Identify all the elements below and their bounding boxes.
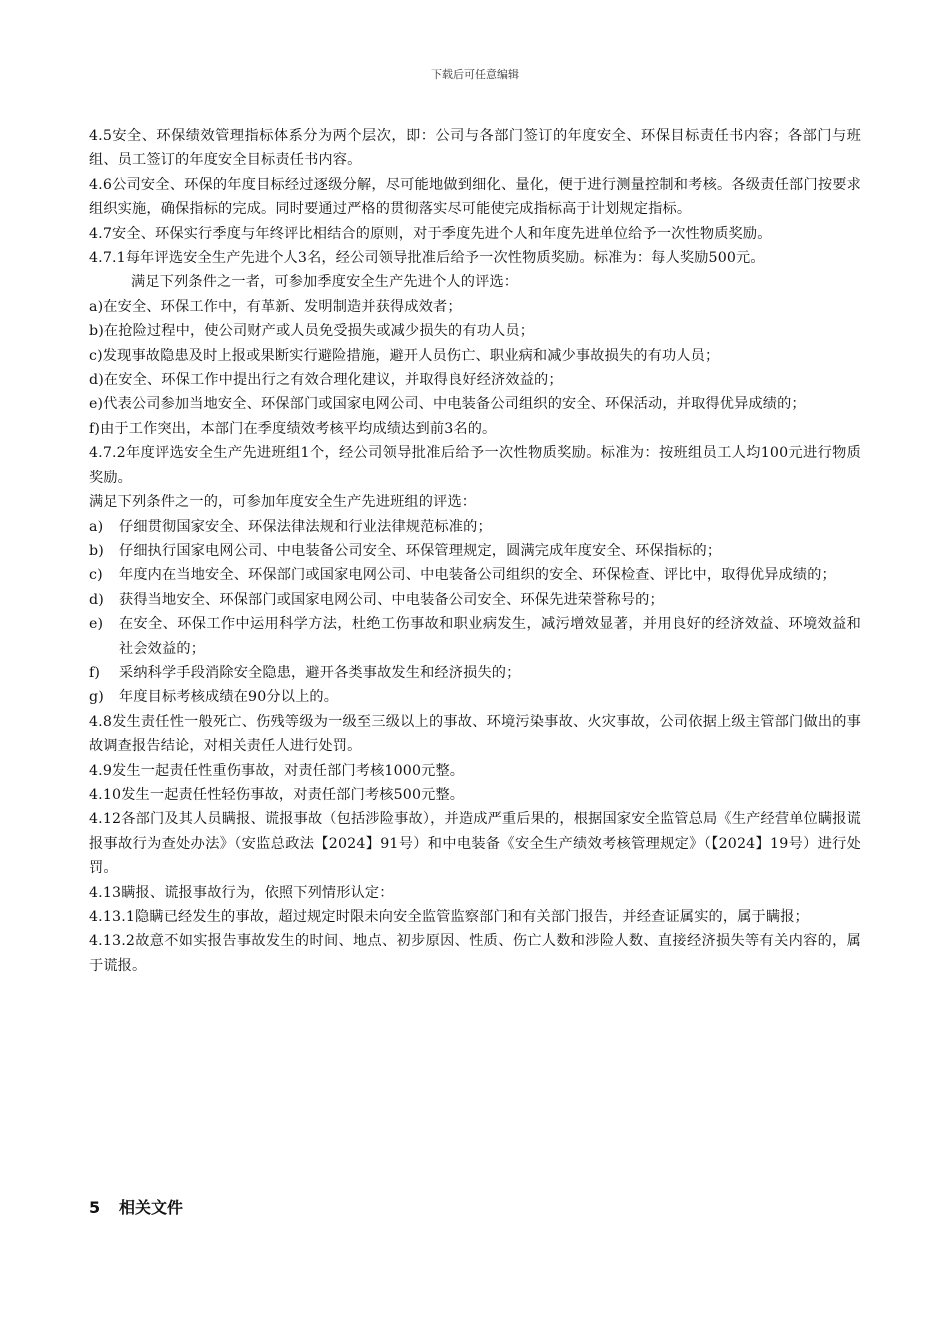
list-marker: a)	[89, 518, 104, 535]
list-text: 年度内在当地安全、环保部门或国家电网公司、中电装备公司组织的安全、环保检查、评比中，取得优异成绩的；	[119, 567, 836, 584]
list-text: 在安全、环保工作中运用科学方法，杜绝工伤事故和职业病发生，减污增效显著，并用良好的经济效益、环境效益和社会效益的；	[119, 616, 861, 657]
list-marker: d)	[89, 591, 104, 608]
list-text: 仔细贯彻国家安全、环保法律法规和行业法律规范标准的；	[119, 518, 492, 535]
list-item	[89, 515, 861, 539]
section-number: 5	[89, 1198, 101, 1217]
list-marker: b)	[89, 542, 104, 559]
paragraph-4-7-2: 4.7.2年度评选安全生产先进班组1个，经公司领导批准后给予一次性物质奖励。标准为：按班组员工人均100元进行物质奖励。	[89, 445, 861, 486]
paragraph-4-13-1: 4.13.1隐瞒已经发生的事故，超过规定时限未向安全监管监察部门和有关部门报告，并经查证属实的，属于瞒报；	[89, 909, 809, 925]
list-text: 仔细执行国家电网公司、中电装备公司安全、环保管理规定，圆满完成年度安全、环保指标的；	[119, 542, 722, 559]
list-item	[89, 661, 861, 685]
condition-item-b: b)在抢险过程中，使公司财产或人员免受损失或减少损失的有功人员；	[89, 323, 535, 340]
list-item	[89, 685, 861, 709]
paragraph-4-9: 4.9发生一起责任性重伤事故，对责任部门考核1000元整。	[89, 762, 465, 779]
paragraph-4-7-1: 4.7.1每年评选安全生产先进个人3名，经公司领导批准后给予一次性物质奖励。标准为：每人奖励500元。	[89, 250, 765, 267]
list-item	[89, 612, 861, 661]
list-marker: c)	[89, 567, 103, 584]
section-title: 相关文件	[119, 1198, 184, 1217]
list-item	[89, 563, 861, 587]
list-marker: f)	[89, 664, 101, 681]
paragraph-quarterly-conditions: 满足下列条件之一者，可参加季度安全生产先进个人的评选：	[131, 274, 519, 291]
condition-item-f: f)由于工作突出，本部门在季度绩效考核平均成绩达到前3名的。	[89, 420, 497, 437]
list-marker: e)	[89, 616, 104, 633]
condition-item-e: e)代表公司参加当地安全、环保部门或国家电网公司、中电装备公司组织的安全、环保活动，并取得优异成绩的；	[89, 396, 806, 413]
paragraph-4-12: 4.12各部门及其人员瞒报、谎报事故（包括涉险事故），并造成严重后果的，根据国家安全监管总局《生产经营单位瞒报谎报事故行为查处办法》（安监总政法【2024】91号）和中电装备《安全生产绩效考核管理规定》（【2024】19号）进行处罚。	[89, 811, 861, 877]
list-text: 采纳科学手段消除安全隐患，避开各类事故发生和经济损失的；	[119, 664, 521, 681]
list-item	[89, 588, 861, 612]
paragraph-4-5: 4.5安全、环保绩效管理指标体系分为两个层次，即：公司与各部门签订的年度安全、环保目标责任书内容；各部门与班组、员工签订的年度安全目标责任书内容。	[89, 128, 861, 169]
list-item	[89, 539, 861, 563]
paragraph-4-8: 4.8发生责任性一般死亡、伤残等级为一级至三级以上的事故、环境污染事故、火灾事故，公司依据上级主管部门做出的事故调查报告结论，对相关责任人进行处罚。	[89, 713, 861, 755]
condition-item-d: d)在安全、环保工作中提出行之有效合理化建议，并取得良好经济效益的；	[89, 372, 563, 389]
condition-item-c: c)发现事故隐患及时上报或果断实行避险措施，避开人员伤亡、职业病和减少事故损失的有功人员；	[89, 347, 720, 364]
condition-item-a: a)在安全、环保工作中，有革新、发明制造并获得成效者；	[89, 298, 462, 315]
page-header: 下载后可任意编辑	[431, 68, 519, 81]
section-heading	[89, 1195, 183, 1218]
paragraph-4-6: 4.6公司安全、环保的年度目标经过逐级分解，尽可能地做到细化、量化，便于进行测量控制和考核。各级责任部门按要求组织实施，确保指标的完成。同时要通过严格的贯彻落实尽可能使完成指标高于计划规定指标。	[89, 176, 861, 218]
paragraph-annual-conditions: 满足下列条件之一的，可参加年度安全生产先进班组的评选：	[89, 494, 477, 511]
paragraph-4-10: 4.10发生一起责任性轻伤事故，对责任部门考核500元整。	[89, 786, 465, 803]
paragraph-4-13: 4.13瞒报、谎报事故行为，依照下列情形认定：	[89, 884, 394, 901]
list-marker: g)	[89, 689, 104, 706]
list-text: 获得当地安全、环保部门或国家电网公司、中电装备公司安全、环保先进荣誉称号的；	[119, 591, 664, 608]
document-body	[89, 124, 861, 978]
paragraph-4-7: 4.7安全、环保实行季度与年终评比相结合的原则，对于季度先进个人和年度先进单位给予一次性物质奖励。	[89, 225, 772, 242]
paragraph-4-13-2: 4.13.2故意不如实报告事故发生的时间、地点、初步原因、性质、伤亡人数和涉险人数、直接经济损失等有关内容的，属于谎报。	[89, 933, 861, 974]
list-text: 年度目标考核成绩在90分以上的。	[119, 689, 339, 706]
